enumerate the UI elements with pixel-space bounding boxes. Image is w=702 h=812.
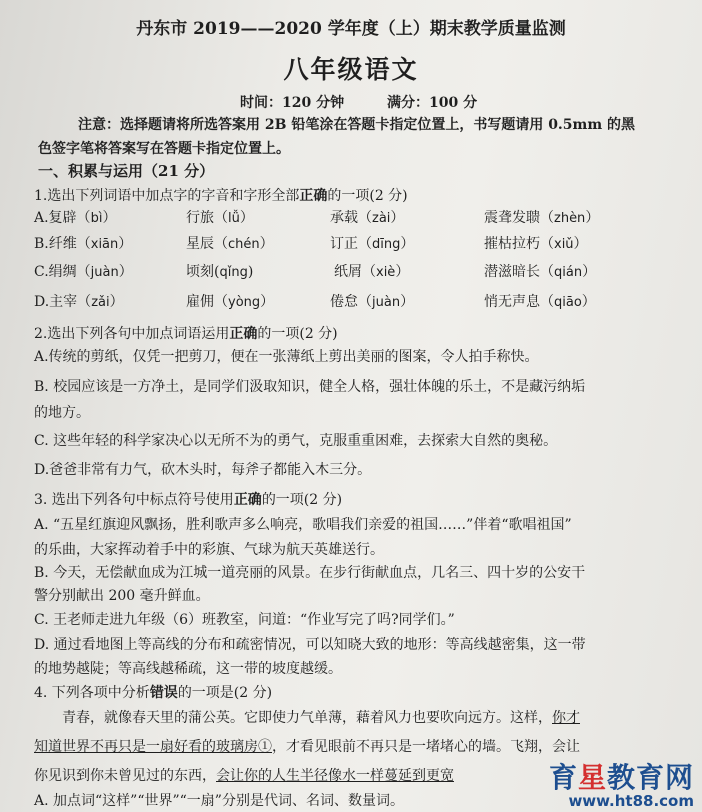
question-1-stem (34, 185, 686, 207)
question-2-option-b: B. 校园应该是一方净土，是同学们汲取知识，健全人格，强壮体魄的乐土，不是藏污纳垢 (34, 379, 586, 395)
question-2-option-d: D.爸爸非常有力气，砍木头时，每斧子都能入木三分。 (34, 462, 372, 478)
subject-title: 八年级语文 (283, 55, 419, 84)
question-4-stem (34, 682, 686, 704)
option-item: 雇佣（yòng） (186, 294, 275, 310)
option-item: 悄无声息（qiāo） (484, 294, 596, 310)
stem-keyword: 正确 (299, 188, 328, 204)
stem-text: 的一项是(2 分) (177, 685, 273, 701)
section-heading: 一、积累与运用（21 分） (38, 162, 215, 180)
question-3-option-b-cont: 警分别献出 200 毫升鲜血。 (34, 588, 210, 604)
stem-text: 1.选出下列词语中加点字的字音和字形全部 (34, 188, 300, 204)
option-item: 震聋发聩（zhèn） (484, 210, 600, 226)
stem-text: 的一项(2 分) (327, 188, 408, 204)
question-3-option-a: A. “五星红旗迎风飘扬，胜利歌声多么响亮，歌唱我们亲爱的祖国……”伴着“歌唱祖国” (34, 517, 572, 533)
stem-keyword: 错误 (149, 685, 178, 701)
option-item: 星辰（chén） (186, 236, 274, 252)
question-4-passage-line-1: 青春，就像春天里的蒲公英。它即使力气单薄，藉着风力也要吹向远方。这样，你才 (62, 710, 580, 726)
underlined-phrase: 知道世界不再只是一扇好看的玻璃房① (34, 739, 272, 755)
question-3-stem (34, 489, 686, 511)
option-item: 倦怠（juàn） (330, 294, 415, 310)
question-3-option-c: C. 王老师走进九年级（6）班教室，问道：“作业写完了吗?同学们。” (34, 612, 455, 628)
question-3-option-d-cont: 的地势越陡；等高线越稀疏，这一带的坡度越缓。 (34, 661, 342, 677)
notice-line-2: 色签字笔将答案写在答题卡指定位置上。 (38, 141, 290, 157)
exam-title: 丹东市 2019——2020 学年度（上）期末教学质量监测 (136, 19, 566, 39)
option-item: 潜滋暗长（qián） (484, 264, 597, 280)
option-item: 纸屑（xiè） (334, 264, 410, 280)
stem-text: 2.选出下列各句中加点词语运用 (34, 326, 230, 342)
site-watermark (549, 756, 694, 810)
question-3-option-a-cont: 的乐曲，大家挥动着手中的彩旗、气球为航天英雄送行。 (34, 542, 384, 558)
option-item: 订正（dīng） (330, 236, 415, 252)
option-item: A.复辟（bì） (34, 210, 117, 226)
notice (38, 113, 688, 161)
question-2-option-c: C. 这些年轻的科学家决心以无所不为的勇气，克服重重困难，去探索大自然的奥秘。 (34, 433, 558, 449)
notice-line-1: 注意：选择题请将所选答案用 2B 铅笔涂在答题卡指定位置上，书写题请用 0.5mm 的黑 (78, 117, 636, 133)
option-item: 顷刻(qǐng) (186, 264, 254, 280)
watermark-url: www.ht88.com (568, 792, 694, 810)
question-1-option-row (34, 207, 686, 231)
question-4-passage-line-2: 知道世界不再只是一扇好看的玻璃房①，才看见眼前不再只是一堵堵心的墙。飞翔，会让 (34, 739, 580, 755)
question-3-option-b: B. 今天，无偿献血成为江城一道亮丽的风景。在步行街献血点，几名三、四十岁的公安干 (34, 565, 586, 581)
question-4-passage-line-3: 你见识到你未曾见过的东西，会让你的人生半径像水一样蔓延到更宽 (34, 768, 454, 784)
option-item: 承载（zài） (330, 210, 405, 226)
stem-text: 3. 选出下列各句中标点符号使用 (34, 492, 234, 508)
underlined-phrase: 会让你的人生半径像水一样蔓延到更宽 (216, 768, 454, 784)
stem-text: 的一项(2 分) (257, 326, 338, 342)
question-2-stem (34, 323, 686, 345)
exam-time: 时间：120 分钟 (240, 95, 345, 111)
option-item: B.纤维（xiān） (34, 236, 133, 252)
question-4-option-a: A. 加点词“这样”“世界”“一扇”分别是代词、名词、数量词。 (34, 793, 404, 809)
option-item: 行旅（lǚ） (186, 210, 254, 226)
question-1-option-row (34, 261, 686, 285)
underlined-phrase: 你才 (552, 710, 580, 726)
question-2-option-a: A.传统的剪纸，仅凭一把剪刀，便在一张薄纸上剪出美丽的图案，令人拍手称快。 (34, 349, 539, 365)
question-1-option-row (34, 291, 686, 315)
stem-keyword: 正确 (233, 492, 262, 508)
option-item: 摧枯拉朽（xiǔ） (484, 236, 588, 252)
option-item: D.主宰（zǎi） (34, 294, 124, 310)
question-2-option-b-cont: 的地方。 (34, 405, 90, 421)
stem-text: 的一项(2 分) (261, 492, 343, 508)
time-score-line (240, 92, 515, 112)
exam-score: 满分：100 分 (386, 95, 478, 111)
watermark-logo-text: 育星教育网 (548, 761, 694, 794)
stem-text: 4. 下列各项中分析 (34, 685, 150, 701)
option-item: C.绢绸（juàn） (34, 264, 133, 280)
question-1-option-row (34, 233, 686, 257)
stem-keyword: 正确 (229, 326, 258, 342)
question-3-option-d: D. 通过看地图上等高线的分布和疏密情况，可以知晓大致的地形：等高线越密集，这一带 (34, 637, 586, 653)
